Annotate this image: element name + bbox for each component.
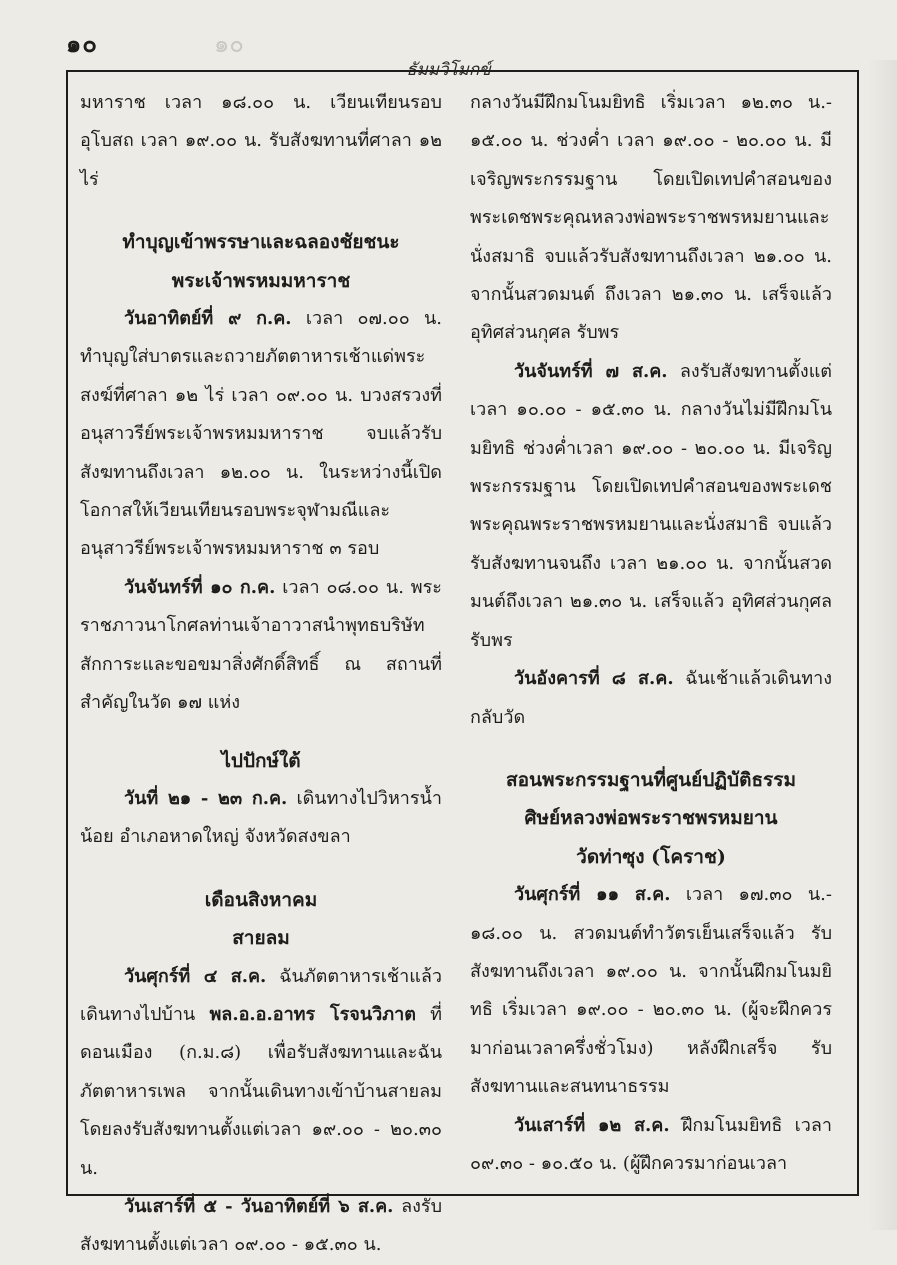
paragraph-july-21-23 bbox=[80, 780, 442, 857]
paragraph-july-9 bbox=[80, 300, 442, 569]
date-lead: วันที่ ๒๑ - ๒๓ ก.ค. bbox=[124, 787, 288, 809]
left-column bbox=[80, 84, 442, 1256]
section-heading-korat: สอนพระกรรมฐานที่ศูนย์ปฏิบัติธรรม bbox=[506, 768, 796, 791]
page-edge-shadow bbox=[867, 60, 897, 1230]
page-number: ๑๐ bbox=[66, 29, 98, 58]
paragraph-aug-5-6 bbox=[80, 1188, 442, 1265]
bleed-through-page-number: ๑๐ bbox=[214, 30, 244, 58]
paragraph-text: ที่ดอนเมือง (ก.ม.๘) เพื่อรับสังฆทานและฉันภัตตาหารเพล จากนั้นเดินทางเข้าบ้านสายลม โดยลงรับสังฆทานตั้งแต่เวลา ๑๙.๐๐ - ๒๐.๓๐ น. bbox=[80, 1003, 442, 1179]
paragraph-text: เวลา ๐๘.๐๐ น. พระราชภาวนาโกศลท่านเจ้าอาวาสนำพุทธบริษัทสักการะและขอขมาสิ่งศักดิ์สิทธิ์ ณ สถานที่สำคัญในวัด ๑๗ แห่ง bbox=[80, 576, 442, 714]
section-heading-lent: ทำบุญเข้าพรรษาและฉลองชัยชนะ bbox=[122, 231, 400, 254]
paragraph-aug-7 bbox=[470, 353, 832, 660]
paragraph-aug-11 bbox=[470, 876, 832, 1106]
section-heading-lent-line2: พระเจ้าพรหมมหาราช bbox=[171, 269, 351, 292]
paragraph-aug-4 bbox=[80, 958, 442, 1188]
section-heading-korat-line3: วัดท่าซุง (โคราช) bbox=[576, 845, 726, 868]
date-lead: วันศุกร์ที่ ๑๑ ส.ค. bbox=[514, 884, 671, 906]
section-heading-sailom: สายลม bbox=[232, 927, 290, 950]
paragraph-text: ฉันภัตตาหารเช้าแล้ว เดินทางไปบ้าน bbox=[80, 965, 442, 1025]
date-lead: วันอาทิตย์ที่ ๙ ก.ค. bbox=[124, 308, 292, 330]
paragraph-text: ลงรับสังฆทานตั้งแต่เวลา ๑๐.๐๐ - ๑๕.๓๐ น. กลางวันไม่มีฝึกมโนมยิทธิ ช่วงค่ำเวลา ๑๙.๐๐ - ๒๐.๐๐ น. มีเจริญพระกรรมฐาน โดยเปิดเทปคำสอนของพระเดชพระคุณพระราชพรหมยานและนั่งสมาธิ จบแล้วรับสังฆทานจนถึง เวลา ๒๑.๐๐ น. จากนั้นสวดมนต์ถึงเวลา ๒๑.๓๐ น. เสร็จแล้ว อุทิศส่วนกุศล รับพร bbox=[470, 360, 832, 651]
running-header: ธัมมวิโมกข์ bbox=[406, 60, 491, 80]
paragraph-aug-8 bbox=[470, 660, 832, 737]
date-lead: วันเสาร์ที่ ๕ - วันอาทิตย์ที่ ๖ ส.ค. bbox=[124, 1195, 394, 1217]
paragraph-text: เดินทางไปวิหารน้ำน้อย อำเภอหาดใหญ่ จังหวัดสงขลา bbox=[80, 787, 442, 848]
section-heading-south: ไปปักษ์ใต้ bbox=[221, 749, 301, 772]
paragraph-text: ลงรับสังฆทานตั้งแต่เวลา ๐๙.๐๐ - ๑๕.๓๐ น. bbox=[80, 1195, 442, 1256]
person-name: พล.อ.อ.อาทร โรจนวิภาต bbox=[209, 1003, 416, 1025]
paragraph-text: ฉันเช้าแล้วเดินทางกลับวัด bbox=[470, 668, 832, 728]
paragraph-aug-12 bbox=[470, 1107, 832, 1184]
date-lead: วันจันทร์ที่ ๗ ส.ค. bbox=[514, 360, 668, 382]
date-lead: วันอังคารที่ ๘ ส.ค. bbox=[514, 668, 674, 690]
date-lead: วันศุกร์ที่ ๔ ส.ค. bbox=[124, 965, 267, 987]
paragraph-text: เวลา ๑๗.๓๐ น.- ๑๘.๐๐ น. สวดมนต์ทำวัตรเย็นเสร็จแล้ว รับสังฆทานถึงเวลา ๑๙.๐๐ น. จากนั้นฝึกมโนมยิทธิ เริ่มเวลา ๑๙.๐๐ - ๒๐.๓๐ น. (ผู้จะฝึกควรมาก่อนเวลาครึ่งชั่วโมง) หลังฝึกเสร็จ รับสังฆทานและสนทนาธรรม bbox=[470, 884, 832, 1098]
section-heading-korat-line2: ศิษย์หลวงพ่อพระราชพรหมยาน bbox=[524, 807, 778, 830]
date-lead: วันเสาร์ที่ ๑๒ ส.ค. bbox=[514, 1114, 670, 1136]
paragraph-continuation: มหาราช เวลา ๑๘.๐๐ น. เวียนเทียนรอบอุโบสถ เวลา ๑๙.๐๐ น. รับสังฆทานที่ศาลา ๑๒ ไร่ bbox=[80, 92, 442, 190]
paragraph-continuation: กลางวันมีฝึกมโนมยิทธิ เริ่มเวลา ๑๒.๓๐ น.- ๑๕.๐๐ น. ช่วงค่ำ เวลา ๑๙.๐๐ - ๒๐.๐๐ น. มีเจริญพระกรรมฐาน โดยเปิดเทปคำสอนของพระเดชพระคุณหลวงพ่อพระราชพรหมยานและนั่งสมาธิ จบแล้วรับสังฆทานถึงเวลา ๒๑.๐๐ น. จากนั้นสวดมนต์ ถึงเวลา ๒๑.๓๐ น. เสร็จแล้ว อุทิศส่วนกุศล รับพร bbox=[470, 92, 832, 344]
paragraph-text: เวลา ๐๗.๐๐ น. ทำบุญใส่บาตรและถวายภัตตาหารเช้าแด่พระสงฆ์ที่ศาลา ๑๒ ไร่ เวลา ๐๙.๐๐ น. บวงสรวงที่อนุสาวรีย์พระเจ้าพรหมมหาราช จบแล้วรับสังฆทานถึงเวลา ๑๒.๐๐ น. ในระหว่างนี้เปิดโอกาสให้เวียนเทียนรอบพระจุฬามณีและอนุสาวรีย์พระเจ้าพรหมมหาราช ๓ รอบ bbox=[80, 308, 442, 560]
right-column bbox=[470, 84, 832, 1186]
paragraph-july-10 bbox=[80, 569, 442, 723]
section-heading-august: เดือนสิงหาคม bbox=[204, 888, 318, 911]
date-lead: วันจันทร์ที่ ๑๐ ก.ค. bbox=[124, 576, 276, 598]
paragraph-text: ฝึกมโนมยิทธิ เวลา ๐๙.๓๐ - ๑๐.๕๐ น. (ผู้ฝึกควรมาก่อนเวลา bbox=[470, 1114, 832, 1174]
